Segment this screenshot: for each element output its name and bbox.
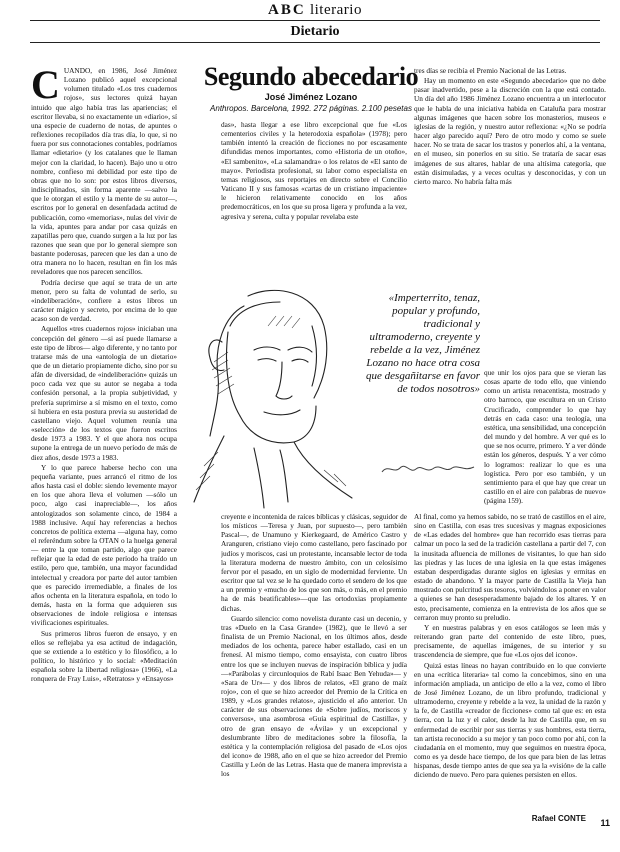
header-rule-bottom <box>30 42 600 43</box>
paragraph: tres días se recibía el Premio Nacional de las Letras. <box>414 66 567 75</box>
paragraph: Aquellos «tres cuadernos rojos» iniciaban una concepción del género —si así puede llamarse a este tipo de libros— algo diferente, y no tanto por tratarse más de una «antología de un dietario» que de un dietario propiamente dicho, sino por su afán de diversidad, de «indeliberación» quizás un poco cada vez que su autor se negaba a toda confesión personal, a la propia subjetividad, y prefería suprimirse a sí mismo en el texto, como si hubiera en esta postura previa su austeridad de castellano viejo. Aquel volumen reunía una «selección» de los textos que fueron escritos desde 1973 a 1983. Y el que ahora nos ocupa supone la entrega de un nuevo período de más de diez años, desde 1973 a 1983. <box>31 324 177 462</box>
column-3-bottom <box>414 512 606 806</box>
column-4 <box>221 512 407 806</box>
paragraph: creyente e incontenida de raíces bíblicas y clásicas, seguidor de los místicos —Teresa y Juan, por supuesto—, pero también Pascal—, de Unamuno y Kierkegaard, de Américo Castro y Aranguren, cristiano viejo como castellano, pero fascinado por judíos y moriscos, casi un protestante, incansable lector de toda la literatura moderna de nuestro ámbito, con un celosísimo fervor por el pasado, en un siglo de modernidad ferviente. Un escritor que tal vez se le ha quedado corto el sendero de los que a un premio y «mucho de los que son más, o más, en el premio ha de más beatificables»—que las ortodoxias propiamente dichas. <box>221 512 407 613</box>
paragraph: Y en nuestras palabras y en esos catálogos se leen más y reiterando gran parte del contenido de este libro, pues, precisamente, de aquellas imágenes, de su interior y su trascendencia de siempre, que fue «Los ojos del icono». <box>414 622 606 660</box>
masthead-brand: ABC <box>268 2 306 18</box>
illustrator-signature <box>380 462 476 476</box>
section-title: Dietario <box>290 24 340 39</box>
page-number: 11 <box>600 818 610 828</box>
masthead <box>30 2 600 19</box>
paragraph: Sus primeros libros fueron de ensayo, y en ellos se reflejaba ya esa actitud de indagación, que se extiende a lo estético y lo filosófico, a lo político, lo histórico y lo social: «Meditación española sobre la libertad religiosa» (1966), «La ronquera de Fray Luis», «Retratos» y «Ensayos» <box>31 628 177 684</box>
paragraph: Al final, como ya hemos sabido, no se trató de castillos en el aire, sino en Castilla, con esas tres sucesivas y magnas exposiciones de «Las edades del hombre» que han recorrido esas tierras para calmar un poco la sed de la tradición castellana a partir del 7, con la inusitada afluencia de millones de visitantes, lo que han sido las piedras y las luces de una iglesia en la que estas imágenes estaban desperdigadas durante siglos en iglesias y ermitas en estado de abandono. Y la mayor parte de Castilla la Vieja han mostrado con pulcritud sus tesoros, volviéndolos a poner en valor a quienes se han desesperadamente bajado de los altares. Y en esto, precisamente, comienza en la entrevista de los años que se cerraron muy pronto su preludio. <box>414 512 606 622</box>
author-signature: Rafael CONTE <box>531 814 586 823</box>
paragraph: CUANDO, en 1986, José Jiménez Lozano publicó aquel excepcional volumen titulado «Los tres cuadernos rojos», sus lectores quizá hayan intuido que algo había tras las apariencias; el escritor llevaba, si no exactamente un «diario», sí una especie de cuaderno de notas, de apuntes o reflexiones recopilados día tras día, lo que, si no fuera por sus connotaciones contables, podríamos llamar «dietario» (y los catalanes que le llaman mejor con la claridad, lo hacen). Bajo uno u otro nombre, confieso mi debilidad por este tipo de obras que no lo son: por estos libros diversos, indisciplinados, sin forma aparente —salvo la que le otorgan el estilo y la mente de su autor—, escritos por lo general en desenfadada actitud de publicación, como «memorias», nulas del vivir de la vida, apuntes para andar por casa quizás en zapatillas pero que, cuando surgen a la luz por las razones que sean que por lo general siempre son bastante poderosas, parecen que les dan a uno de otra manera no lo hacen, resultan en fin los más reveladores que nos parecen sencillos. <box>31 66 177 277</box>
book-info: Anthropos. Barcelona, 1992. 272 páginas. 2.100 pesetas <box>210 104 412 113</box>
column-3-mid <box>484 368 606 512</box>
column-2 <box>221 120 407 260</box>
author-portrait-illustration <box>184 266 360 510</box>
paragraph: Guardo silencio: como novelista durante casi un decenio, y tras «Duelo en la Casa Grande» (1982), que le llevó a ser finalista de un Premio Nacional, en los últimos años, desde mediados de los ochenta, parece haber estallado, casi en un frenesí. Al mismo tiempo, como ensayista, con cuatro libros entre los que se incluyen nuevas de inspiración bíblica y judía —«Parábolas y circunloquios de Rabí Isaac Ben Yehuda»— y «Sara de Ur»— y dos libros de relatos, «El grano de maíz rojo», con el que se hizo acreedor del Premio de la Crítica en 1989, y «Los grandes relatos», ajusticido el año anterior. Un carácter de sus observaciones de «Sobre judíos, moriscos y conversos», una asombrosa «Guía espiritual de Castilla», y otro de gran ensayo de «Ávila» y un excepcional y deslumbrante libro de meditaciones sobre la filosofía, la estética y la contemplación religiosa del pasado de «Los ojos del icono» de 1988, año en el que se hizo acreedor del Premio Castilla y León de las Letras. Hasta que de manera imprevista a los <box>221 613 407 779</box>
paragraph: Podría decirse que aquí se trata de un arte menor, pero su falta de voluntad de serlo, su «indeliberación», confiere a estos libros un carácter mágico y secreto, por encima de lo que acaso son de verdad. <box>31 277 177 324</box>
paragraph: Quizá estas líneas no hayan contribuido en lo que convierte en una «crítica literaria» tal como la concebimos, sino en una información ampliada, un anticipo de ello a la vez, como el libro de José Jiménez Lozano, de un libro profundo, tradicional y ultramoderno, creyente y rebelde a la vez, la unidad de la razón y la fe, de Castilla «creador de ficciones» como tal que es: en esta tierra, con la luz y el calor, desde la luz de Castilla que, en su enfermedad de escribir por sus tierras y sus hombres, esta tierra, tan artista reconocido a su mejor y tan poco como por ahí, con la ciudadanía en el momento, muy que seguimos en nuestra época, como es ya desde hace tiempo, de los que para bien de las letras hispanas, desde tiempo antes de que sea ya la «visión» de la calle diciendo de nuevo. Pero para quienes persisten en ellos. <box>414 660 606 780</box>
drop-cap: C <box>31 66 60 107</box>
masthead-section: literario <box>309 2 362 18</box>
paragraph: que unir los ojos para que se vieran las cosas aparte de todo ello, que viniendo como un artista renacentista, mostrado y otro barroco, que escultura en un Cristo Crucificado, comprender lo que hay detrás en cada caso: una teología, una estética, una sensibilidad, una concepción del mundo y del hombre. A ver qué es lo que se nos ocurre, primero. Y a ver dónde están los géneros, después. Y a ver cómo lo logramos: realizar lo que es una logística. Pero por eso también, y un sentimiento para el que hay que crear un castillo en el aire con palabras de nuevo» (página 159). <box>484 368 606 506</box>
paragraph: das», hasta llegar a ese libro excepcional que fue «Los cementerios civiles y la heterodoxia española» (1978); pero también intentó la creación de ficciones no por escasamente difundidas menos importantes, como «Historia de un otoño», «El sambenito», «La salamandra» o los relatos de «El santo de mayo». Periodista profesional, su labor como especialista en temas religiosos, sus reportajes en directo sobre el Concilio Vaticano II y sus famosas «cartas de un cristiano impaciente» le hicieron relativamente conocido en los años predemocráticos, en los que su prosa ligera y profunda a la vez, agresiva y serena, culta y popular revelaba este <box>221 120 407 221</box>
page-header <box>30 0 600 48</box>
header-rule-top <box>30 20 600 21</box>
pull-quote: «Imperterrito, tenaz, popular y profundo, tradicional y ultramoderno, creyente y rebelde a la vez, Jiménez Lozano no hace otra cosa que desgañitarse en favor de todos nosotros» <box>366 292 480 395</box>
article-title: Segundo abecedario <box>203 62 419 91</box>
paragraph: Y lo que parece haberse hecho con una pequeña variante, pues arrancó el ritmo de los años hasta casi el doble: siendo levemente mayor en los que ahora lleva el volumen —sólo un poco, algo casi inapreciable—, los años antologizados son solamente cinco, de 1984 a 1988 inclusive. Aquí hay referencias a hechos concretos de política externa —alguna hay, como el referéndum sobre la OTAN o la huelga general— entre la que toman partido, algo que parece reflejar que la edad de este período ha traído un estilo, pero que, también, una mayor facundidad intelectual y creadora por parte del autor tambien que es parecido irremediable, a finales de los años ochenta en la literatura española, en todo lo demás, hasta en la forma que adquieren sus observaciones de índole religiosa e intensas vivificaciones espirituales. <box>31 462 177 628</box>
paragraph: Hay un momento en este «Segundo abecedario» que no debe pasar inadvertido, pese a la discreción con la que está contado. Un día del año 1986 Jiménez Lozano encuentra a un interlocutor que le habla de una iniciativa habida en Cataluña para mostrar algunas imágenes que hacen sobre los monasterios, museos e iglesias de la región, y nuestro autor reflexiona: «¿No se podría hacer algo parecido aquí? Pero de otro modo y como se suele hacer. No se trata de sacar los trastos y ponerlos ahí, a la ventana, en el museo, sin ponerlos en su sitio. Se trataría de sacar esas imágenes de sus altares, hablar de una altísima categoría, que están disimuladas, y a veces ocultas y desconocidas, y con un cierto marco. No habría falta más <box>414 76 606 186</box>
article-byline: José Jiménez Lozano <box>264 92 358 102</box>
column-1 <box>31 66 177 806</box>
